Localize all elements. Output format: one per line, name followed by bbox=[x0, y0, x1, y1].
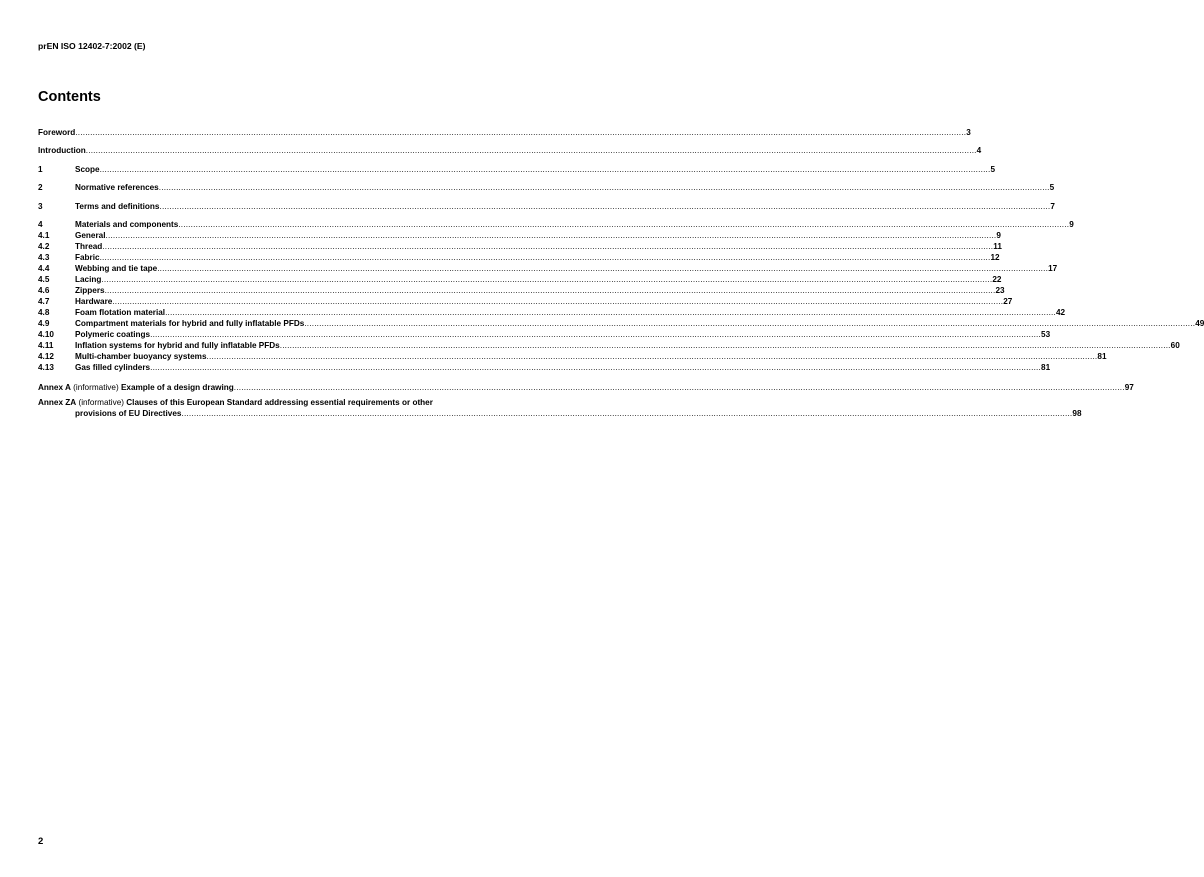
toc-entry-number: 4.6 bbox=[38, 286, 50, 295]
toc-entry-page: 81 bbox=[1041, 363, 1051, 372]
toc-entry-title: Zippers bbox=[75, 286, 105, 295]
toc-entry-subsection[interactable] bbox=[38, 318, 1204, 329]
toc-entry-number: 4.5 bbox=[38, 275, 50, 284]
toc-entry-number: 4 bbox=[38, 220, 43, 229]
toc-entry-page: 98 bbox=[1072, 409, 1082, 418]
contents-heading: Contents bbox=[38, 89, 101, 105]
dot-leader: ........................................................................................................................................................................................................................................................................................................................................................................ bbox=[75, 128, 967, 137]
toc-entry-page: 42 bbox=[1056, 308, 1066, 317]
toc-entry-title: Normative references bbox=[75, 183, 159, 192]
toc-entry-page: 9 bbox=[996, 231, 1001, 240]
toc-entry-page: 27 bbox=[1003, 297, 1013, 306]
toc-entry-number: 4.13 bbox=[38, 363, 54, 372]
dot-leader: ........................................................................................................................................................................................................................................................................................................................................................................ bbox=[181, 409, 1073, 418]
toc-entry-number: 4.11 bbox=[38, 341, 54, 350]
toc-entry-page: 7 bbox=[1050, 202, 1055, 211]
toc-entry-subsection[interactable] bbox=[38, 274, 1002, 285]
toc-entry-annex-za[interactable] bbox=[38, 398, 570, 408]
toc-entry-section[interactable] bbox=[38, 219, 1074, 230]
toc-entry-page: 81 bbox=[1097, 352, 1107, 361]
toc-entry-number: 4.1 bbox=[38, 231, 50, 240]
toc-entry-number: 3 bbox=[38, 202, 43, 211]
dot-leader: ........................................................................................................................................................................................................................................................................................................................................................................ bbox=[99, 253, 991, 262]
toc-entry-page: 12 bbox=[990, 253, 1000, 262]
dot-leader: ........................................................................................................................................................................................................................................................................................................................................................................ bbox=[279, 341, 1171, 350]
dot-leader: ........................................................................................................................................................................................................................................................................................................................................................................ bbox=[112, 297, 1004, 306]
toc-entry-section[interactable] bbox=[38, 164, 996, 175]
toc-entry-subsection[interactable] bbox=[38, 241, 1002, 252]
dot-leader: ........................................................................................................................................................................................................................................................................................................................................................................ bbox=[150, 330, 1042, 339]
toc-entry-number: 4.10 bbox=[38, 330, 54, 339]
toc-entry-number: 2 bbox=[38, 183, 43, 192]
toc-entry-page: 17 bbox=[1048, 264, 1058, 273]
dot-leader: ........................................................................................................................................................................................................................................................................................................................................................................ bbox=[104, 286, 996, 295]
toc-entry-section[interactable] bbox=[38, 182, 1055, 193]
toc-entry-title: Terms and definitions bbox=[75, 202, 160, 211]
toc-entry-title: Thread bbox=[75, 242, 103, 251]
toc-entry-page: 5 bbox=[990, 165, 996, 174]
annex-informative: (informative) bbox=[76, 398, 127, 407]
dot-leader: ........................................................................................................................................................................................................................................................................................................................................................................ bbox=[99, 165, 991, 174]
annex-prefix: Annex ZA bbox=[38, 398, 77, 407]
document-id-header: prEN ISO 12402-7:2002 (E) bbox=[38, 41, 146, 51]
toc-entry-subsection[interactable] bbox=[38, 296, 1013, 307]
dot-leader: ........................................................................................................................................................................................................................................................................................................................................................................ bbox=[85, 146, 977, 155]
annex-title: Example of a design drawing bbox=[120, 383, 234, 392]
toc-entry-number: 4.12 bbox=[38, 352, 54, 361]
toc-entry-section[interactable] bbox=[38, 201, 1055, 212]
toc-entry-foreword[interactable] bbox=[38, 127, 971, 138]
dot-leader: ........................................................................................................................................................................................................................................................................................................................................................................ bbox=[233, 383, 1125, 392]
toc-entry-number: 4.3 bbox=[38, 253, 50, 262]
annex-informative: (informative) bbox=[70, 383, 121, 392]
toc-entry-title: Fabric bbox=[75, 253, 100, 262]
toc-entry-number: 4.4 bbox=[38, 264, 50, 273]
toc-entry-title: Webbing and tie tape bbox=[75, 264, 158, 273]
toc-entry-subsection[interactable] bbox=[38, 362, 1051, 373]
dot-leader: ........................................................................................................................................................................................................................................................................................................................................................................ bbox=[159, 202, 1051, 211]
page-number: 2 bbox=[38, 836, 44, 847]
annex-title-line2: provisions of EU Directives bbox=[75, 409, 182, 418]
toc-entry-page: 3 bbox=[966, 128, 971, 137]
dot-leader: ........................................................................................................................................................................................................................................................................................................................................................................ bbox=[102, 242, 994, 251]
dot-leader: ........................................................................................................................................................................................................................................................................................................................................................................ bbox=[157, 264, 1049, 273]
toc-entry-title: Lacing bbox=[75, 275, 102, 284]
toc-entry-title: General bbox=[75, 231, 106, 240]
toc-entry-page: 11 bbox=[993, 242, 1002, 251]
toc-entry-page: 4 bbox=[976, 146, 982, 155]
toc-entry-title: Introduction bbox=[38, 146, 86, 155]
dot-leader: ........................................................................................................................................................................................................................................................................................................................................................................ bbox=[101, 275, 993, 284]
dot-leader: ........................................................................................................................................................................................................................................................................................................................................................................ bbox=[150, 363, 1042, 372]
toc-entry-number: 4.2 bbox=[38, 242, 50, 251]
toc-entry-page: 49 bbox=[1195, 319, 1204, 328]
dot-leader: ........................................................................................................................................................................................................................................................................................................................................................................ bbox=[304, 319, 1196, 328]
toc-entry-page: 9 bbox=[1069, 220, 1074, 229]
toc-entry-annex-za-continued[interactable] bbox=[75, 408, 1082, 419]
dot-leader: ........................................................................................................................................................................................................................................................................................................................................................................ bbox=[158, 183, 1050, 192]
toc-entry-page: 97 bbox=[1124, 383, 1134, 392]
toc-entry-page: 5 bbox=[1049, 183, 1055, 192]
toc-entry-title: Materials and components bbox=[75, 220, 179, 229]
toc-entry-subsection[interactable] bbox=[38, 252, 1000, 263]
toc-entry-number: 4.9 bbox=[38, 319, 50, 328]
toc-entry-title: Inflation systems for hybrid and fully inflatable PFDs bbox=[75, 341, 280, 350]
toc-entry-title: Compartment materials for hybrid and fully inflatable PFDs bbox=[75, 319, 305, 328]
toc-entry-subsection[interactable] bbox=[38, 307, 1066, 318]
toc-entry-title: Scope bbox=[75, 165, 100, 174]
toc-entry-title: Multi-chamber buoyancy systems bbox=[75, 352, 207, 361]
toc-entry-page: 60 bbox=[1170, 341, 1180, 350]
toc-entry-subsection[interactable] bbox=[38, 285, 1005, 296]
toc-entry-subsection[interactable] bbox=[38, 351, 1107, 362]
toc-entry-page: 22 bbox=[992, 275, 1002, 284]
dot-leader: ........................................................................................................................................................................................................................................................................................................................................................................ bbox=[105, 231, 997, 240]
toc-entry-introduction[interactable] bbox=[38, 145, 982, 156]
toc-entry-page: 23 bbox=[995, 286, 1005, 295]
annex-label bbox=[38, 383, 234, 393]
dot-leader: ........................................................................................................................................................................................................................................................................................................................................................................ bbox=[178, 220, 1070, 229]
toc-entry-title: Gas filled cylinders bbox=[75, 363, 151, 372]
toc-entry-annex-a[interactable] bbox=[38, 382, 1134, 393]
toc-entry-title: Foreword bbox=[38, 128, 76, 137]
annex-title-line1: Clauses of this European Standard addressing essential requirements or other bbox=[126, 398, 433, 407]
toc-entry-subsection[interactable] bbox=[38, 329, 1051, 340]
toc-entry-title: Polymeric coatings bbox=[75, 330, 151, 339]
dot-leader: ........................................................................................................................................................................................................................................................................................................................................................................ bbox=[206, 352, 1098, 361]
toc-entry-subsection[interactable] bbox=[38, 340, 1180, 351]
toc-entry-page: 53 bbox=[1041, 330, 1051, 339]
toc-entry-title: Foam flotation material bbox=[75, 308, 166, 317]
toc-entry-subsection[interactable] bbox=[38, 263, 1058, 274]
toc-entry-title: Hardware bbox=[75, 297, 113, 306]
toc-entry-number: 4.7 bbox=[38, 297, 50, 306]
toc-entry-number: 1 bbox=[38, 165, 43, 174]
annex-prefix: Annex A bbox=[38, 383, 71, 392]
toc-entry-subsection[interactable] bbox=[38, 230, 1001, 241]
toc-entry-number: 4.8 bbox=[38, 308, 50, 317]
dot-leader: ........................................................................................................................................................................................................................................................................................................................................................................ bbox=[165, 308, 1056, 317]
